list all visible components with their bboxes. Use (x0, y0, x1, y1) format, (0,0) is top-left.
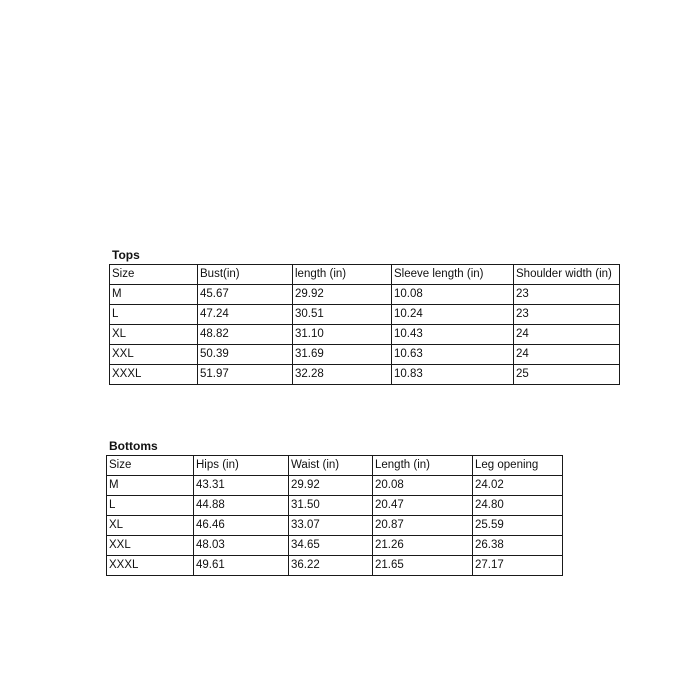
measurement-cell: 31.69 (293, 345, 392, 365)
measurement-cell: 20.08 (373, 476, 473, 496)
header-cell: Bust(in) (198, 265, 293, 285)
tops-header-row (110, 265, 620, 285)
header-cell: Size (110, 265, 198, 285)
measurement-cell: 33.07 (289, 516, 373, 536)
measurement-cell: 24.02 (473, 476, 563, 496)
measurement-cell: 10.08 (392, 285, 514, 305)
table-row (107, 516, 563, 536)
measurement-cell: 32.28 (293, 365, 392, 385)
header-cell: Length (in) (373, 456, 473, 476)
measurement-cell: 20.47 (373, 496, 473, 516)
table-row (110, 365, 620, 385)
table-row (110, 305, 620, 325)
measurement-cell: 49.61 (194, 556, 289, 576)
tops-title: Tops (112, 248, 140, 262)
measurement-cell: 31.50 (289, 496, 373, 516)
header-cell: length (in) (293, 265, 392, 285)
measurement-cell: 25 (514, 365, 620, 385)
measurement-cell: 10.43 (392, 325, 514, 345)
measurement-cell: 26.38 (473, 536, 563, 556)
table-row (107, 556, 563, 576)
measurement-cell: 31.10 (293, 325, 392, 345)
size-cell: XXXL (110, 365, 198, 385)
header-cell: Sleeve length (in) (392, 265, 514, 285)
bottoms-title: Bottoms (109, 439, 158, 453)
measurement-cell: 21.65 (373, 556, 473, 576)
table-row (107, 496, 563, 516)
measurement-cell: 23 (514, 305, 620, 325)
measurement-cell: 51.97 (198, 365, 293, 385)
size-cell: XXXL (107, 556, 194, 576)
measurement-cell: 21.26 (373, 536, 473, 556)
table-row (110, 285, 620, 305)
size-cell: XXL (110, 345, 198, 365)
table-row (107, 536, 563, 556)
measurement-cell: 29.92 (289, 476, 373, 496)
table-row (110, 325, 620, 345)
size-cell: XL (110, 325, 198, 345)
size-cell: L (107, 496, 194, 516)
size-cell: L (110, 305, 198, 325)
measurement-cell: 25.59 (473, 516, 563, 536)
measurement-cell: 50.39 (198, 345, 293, 365)
measurement-cell: 30.51 (293, 305, 392, 325)
measurement-cell: 45.67 (198, 285, 293, 305)
measurement-cell: 24.80 (473, 496, 563, 516)
measurement-cell: 23 (514, 285, 620, 305)
header-cell: Size (107, 456, 194, 476)
measurement-cell: 29.92 (293, 285, 392, 305)
measurement-cell: 10.63 (392, 345, 514, 365)
measurement-cell: 27.17 (473, 556, 563, 576)
header-cell: Waist (in) (289, 456, 373, 476)
bottoms-size-table (106, 455, 563, 576)
measurement-cell: 36.22 (289, 556, 373, 576)
size-cell: XXL (107, 536, 194, 556)
size-cell: XL (107, 516, 194, 536)
measurement-cell: 44.88 (194, 496, 289, 516)
header-cell: Leg opening (473, 456, 563, 476)
size-cell: M (107, 476, 194, 496)
measurement-cell: 48.03 (194, 536, 289, 556)
measurement-cell: 24 (514, 325, 620, 345)
measurement-cell: 46.46 (194, 516, 289, 536)
measurement-cell: 34.65 (289, 536, 373, 556)
measurement-cell: 10.83 (392, 365, 514, 385)
measurement-cell: 47.24 (198, 305, 293, 325)
tops-size-table (109, 264, 620, 385)
header-cell: Shoulder width (in) (514, 265, 620, 285)
bottoms-header-row (107, 456, 563, 476)
table-row (110, 345, 620, 365)
measurement-cell: 24 (514, 345, 620, 365)
measurement-cell: 10.24 (392, 305, 514, 325)
measurement-cell: 48.82 (198, 325, 293, 345)
size-cell: M (110, 285, 198, 305)
measurement-cell: 20.87 (373, 516, 473, 536)
table-row (107, 476, 563, 496)
measurement-cell: 43.31 (194, 476, 289, 496)
header-cell: Hips (in) (194, 456, 289, 476)
